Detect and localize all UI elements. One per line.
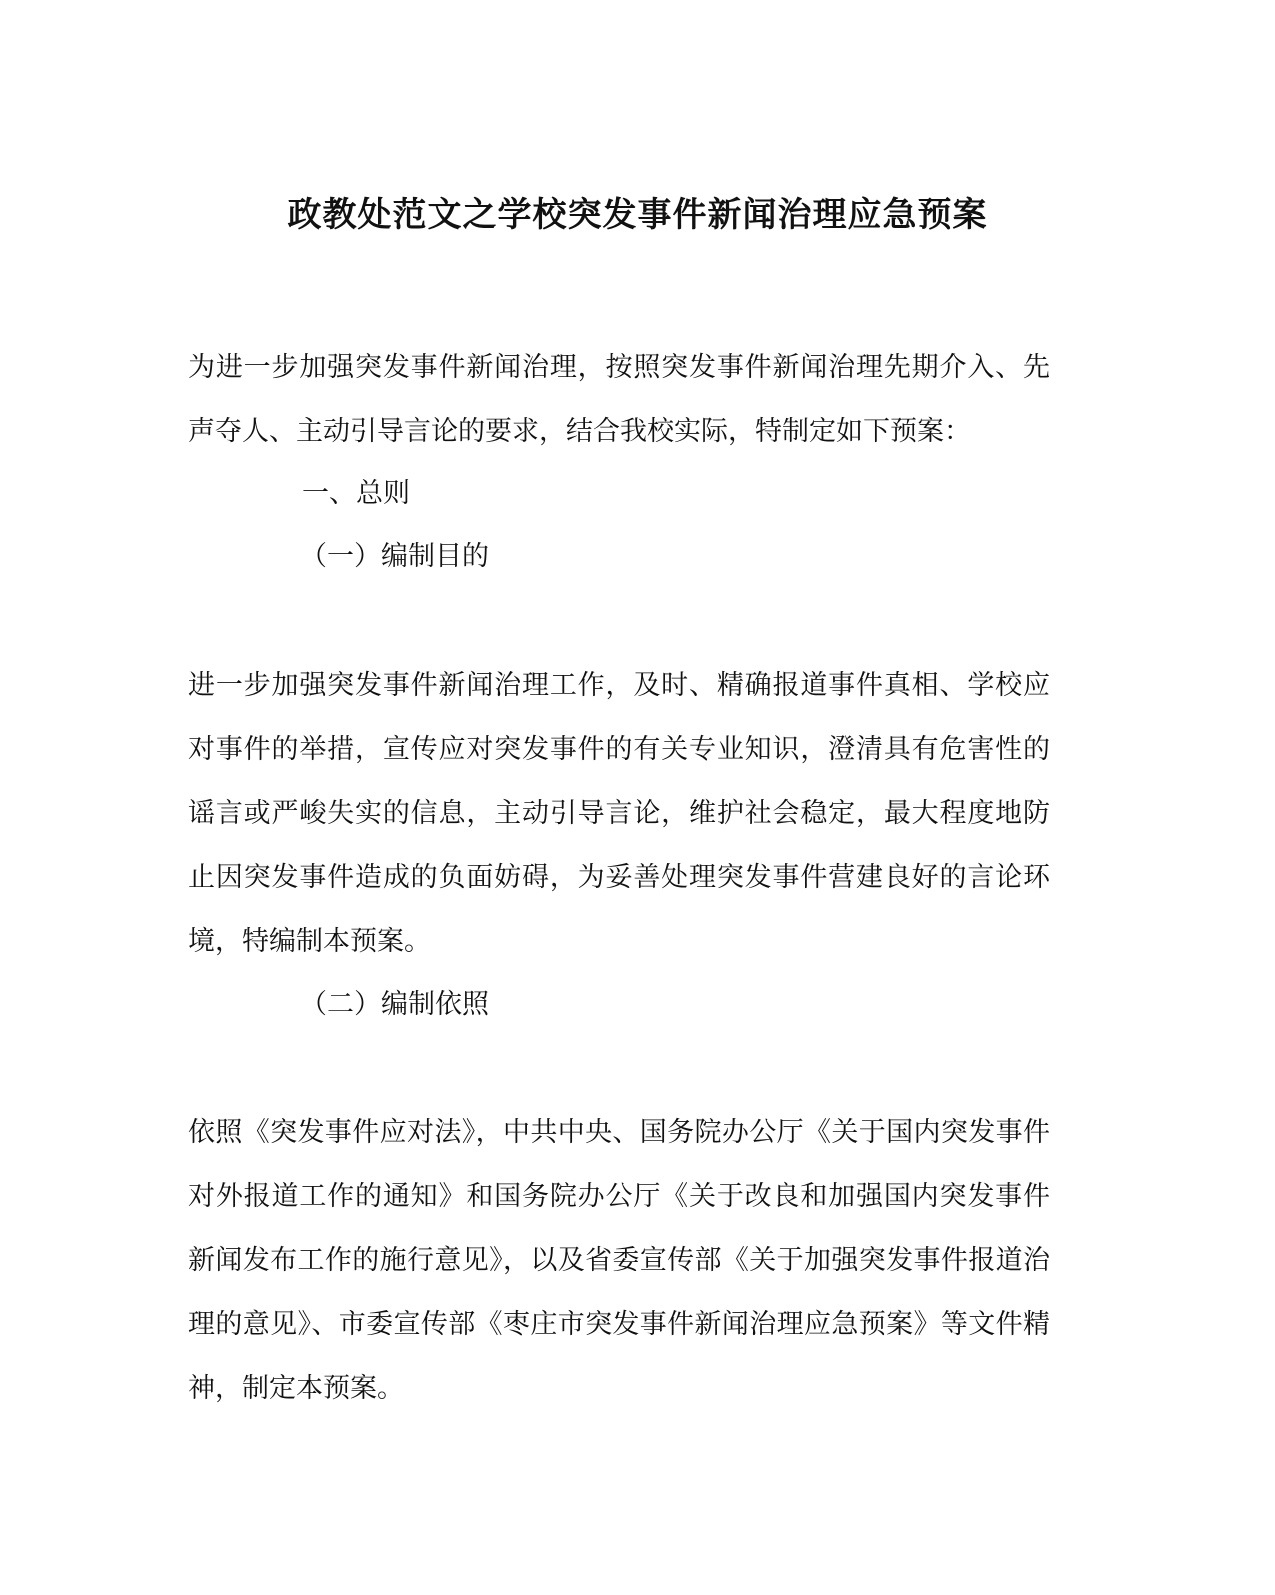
document-title: 政教处范文之学校突发事件新闻治理应急预案 [287, 194, 988, 235]
section-heading-general: 一、总则 [302, 478, 410, 509]
basis-paragraph: 依照《突发事件应对法》，中共中央、国务院办公厅《关于国内突发事件对外报道工作的通知》和国务院办公厅《关于改良和加强国内突发事件新闻发布工作的施行意见》，以及省委宣传部《关于加强突发事件报道治理的意见》、市委宣传部《枣庄市突发事件新闻治理应急预案》等文件精神，制定本预案。 [188, 1117, 1050, 1404]
intro-paragraph: 为进一步加强突发事件新闻治理，按照突发事件新闻治理先期介入、先声夺人、主动引导言论的要求，结合我校实际，特制定如下预案： [188, 352, 1050, 447]
subsection-heading-purpose: （一）编制目的 [300, 541, 489, 572]
purpose-paragraph: 进一步加强突发事件新闻治理工作，及时、精确报道事件真相、学校应对事件的举措，宣传应对突发事件的有关专业知识，澄清具有危害性的谣言或严峻失实的信息，主动引导言论，维护社会稳定，最大程度地防止因突发事件造成的负面妨碍，为妥善处理突发事件营建良好的言论环境，特编制本预案。 [188, 670, 1050, 957]
subsection-heading-basis: （二）编制依照 [300, 989, 489, 1020]
